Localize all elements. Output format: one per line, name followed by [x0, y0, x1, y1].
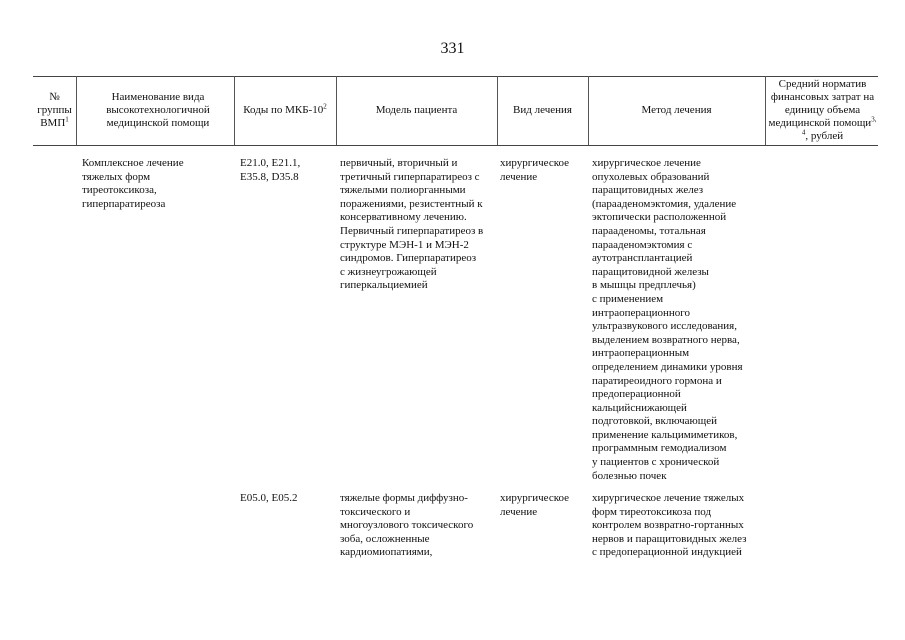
header-care-type-name-text: Наименование вида высокотехнологичной медицинской помощи	[106, 91, 210, 129]
header-treatment-type-text: Вид лечения	[513, 104, 572, 116]
header-financial-norm-suffix: , рублей	[805, 130, 844, 142]
header-icd-codes	[234, 76, 336, 145]
cell-patient-model: первичный, вторичный и третичный гиперпаратиреоз с тяжелыми полиорганными поражениями, резистентный к консервативному лечению. Первичный гиперпаратиреоз в структуре МЭН-1 и МЭН-2 синдромов. Гиперпаратиреоз с жизнеугрожающей гиперкальциемией	[340, 157, 484, 292]
header-care-type-name	[88, 76, 228, 145]
cell-icd-codes: E21.0, E21.1, E35.8, D35.8	[240, 157, 301, 183]
cell-icd-codes: E05.0, E05.2	[240, 492, 298, 504]
page-number: 331	[440, 40, 465, 57]
cell-treatment-method: хирургическое лечение опухолевых образований паращитовидных желез (парааденомэктомия, удаление эктопически расположенной парааденомы, тотальная парааденомэктомия с аутотрансплантацией паращитовидной железы в мышцы предплечья) с применением интраоперационного ультразвукового исследования, выделением возвратного нерва, интраоперационным определением динамики уровня паратиреоидного гормона и предоперационной кальцийснижающей подготовкой, включающей применение кальцимиметиков, программным гемодиализом у пациентов с хронической болезнью почек	[592, 157, 743, 482]
column-divider	[765, 76, 766, 145]
table-header-bottom-rule	[33, 145, 878, 146]
header-patient-model	[336, 76, 497, 145]
header-group-number-text: № группы ВМП	[37, 91, 72, 129]
footnote-mark: 2	[323, 102, 327, 111]
header-treatment-method-text: Метод лечения	[641, 104, 712, 116]
header-financial-norm	[767, 76, 878, 145]
header-treatment-type	[497, 76, 588, 145]
header-financial-norm-text: Средний норматив финансовых затрат на единицу объема медицинской помощи	[768, 78, 875, 129]
header-treatment-method	[588, 76, 765, 145]
cell-treatment-method: хирургическое лечение тяжелых форм тиреотоксикоза под контролем возвратно-гортанных нервов и паращитовидных желез с предоперационной индукцией	[592, 492, 747, 559]
cell-treatment-type: хирургическое лечение	[500, 157, 570, 183]
column-divider	[76, 76, 77, 145]
footnote-mark: 3, 4	[801, 115, 877, 137]
cell-patient-model: тяжелые формы диффузно- токсического и многоузлового токсического зоба, осложненные кардиомиопатиями,	[340, 492, 474, 559]
cell-treatment-type: хирургическое лечение	[500, 492, 570, 518]
cell-care-type-name: Комплексное лечение тяжелых форм тиреотоксикоза, гиперпаратиреоза	[82, 157, 184, 210]
header-icd-codes-text: Коды по МКБ-10	[243, 104, 324, 116]
header-group-number	[33, 76, 76, 145]
footnote-mark: 1	[65, 115, 69, 124]
header-patient-model-text: Модель пациента	[375, 104, 458, 116]
